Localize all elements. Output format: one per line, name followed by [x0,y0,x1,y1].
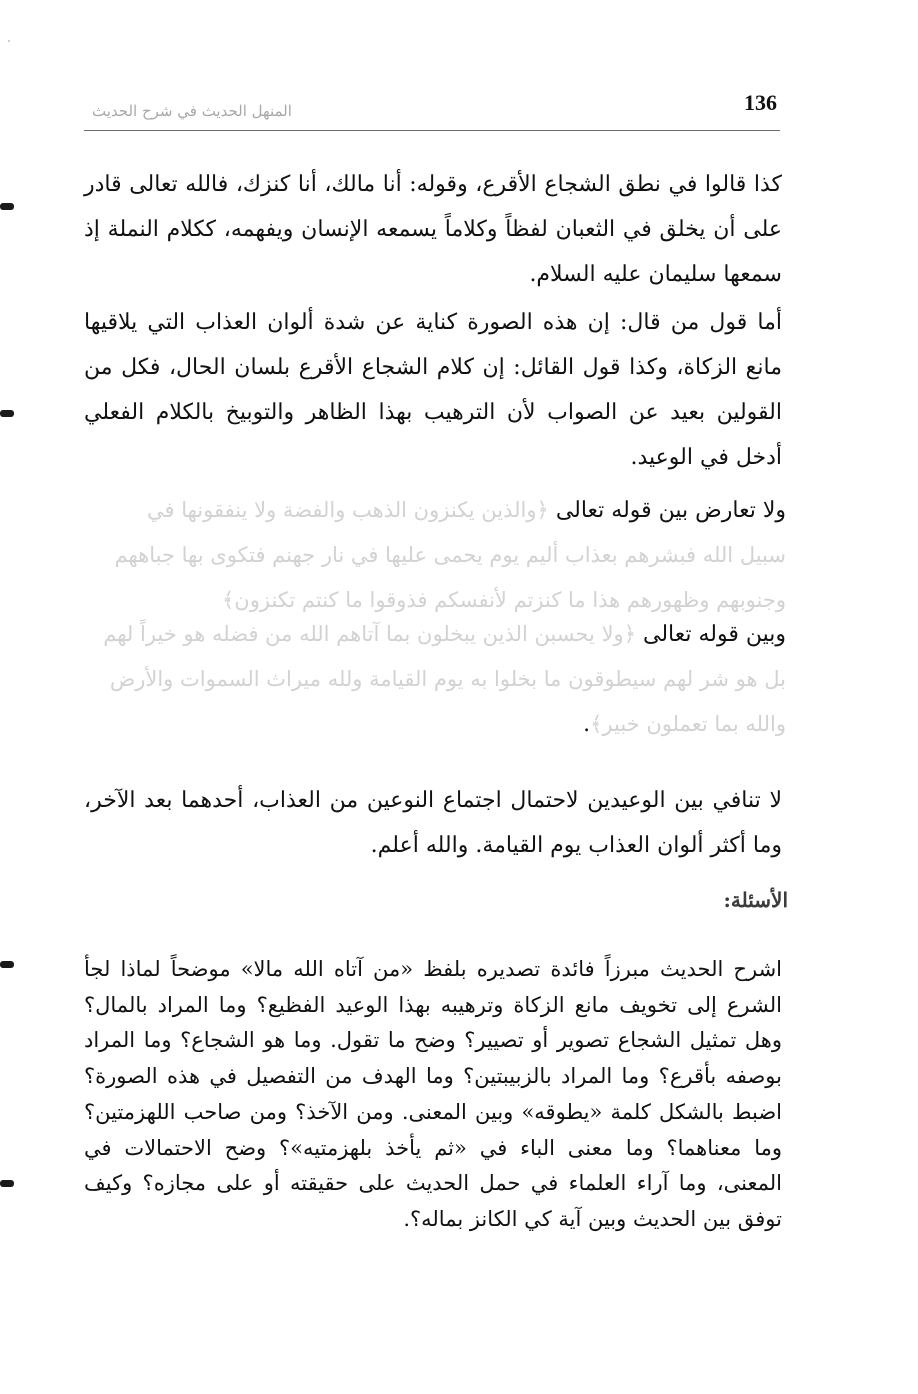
verse-intro-1: ولا تعارض بين قوله تعالى [555,498,786,523]
binding-mark [0,410,14,417]
verse-intro-2: وبين قوله تعالى [643,622,786,647]
quran-verse-1: ﴿والذين يكنزون الذهب والفضة ولا ينفقونها في سبيل الله فبشرهم بعذاب أليم يوم يحمى عليها في نار جهنم فتكوى بها جباههم وجنوبهم وظهورهم هذا ما كنزتم لأنفسكم فذوقوا ما كنتم تكنزون﴾ [114,498,786,612]
paragraph-2: أما قول من قال: إن هذه الصورة كناية عن شدة ألوان العذاب التي يلاقيها مانع الزكاة، وكذا قول القائل: إن كلام الشجاع الأقرع بلسان الحال، فكل من القولين بعيد عن الصواب لأن الترهيب بهذا الظاهر والتوبيخ بالكلام الفعلي أدخل في الوعيد. [84,310,782,470]
verse-block-2 [96,612,786,747]
verse-end-mark: . [583,712,591,737]
paragraph-3: لا تنافي بين الوعيدين لاحتمال اجتماع النوعين من العذاب، أحدهما بعد الآخر، وما أكثر ألوان العذاب يوم القيامة. والله أعلم. [84,788,782,858]
questions-text: اشرح الحديث مبرزاً فائدة تصديره بلفظ «من آتاه الله مالا» موضحاً لماذا لجأ الشرع إلى تخويف مانع الزكاة وترهيبه بهذا الوعيد الفظيع؟ وما المراد بالمال؟ وهل تمثيل الشجاع تصوير أو تصيير؟ وضح ما تقول. وما هو الشجاع؟ وما المراد بوصفه بأقرع؟ وما المراد بالزبيبتين؟ وما الهدف من التفصيل في هذه الصورة؟ اضبط بالشكل كلمة «يطوقه» وبين المعنى. ومن الآخذ؟ ومن صاحب اللهزمتين؟ وما معناهما؟ وما معنى الباء في «ثم يأخذ بلهزمتيه»؟ وضح الاحتمالات في المعنى، وما آراء العلماء في حمل الحديث على حقيقته أو على مجازه؟ وكيف توفق بين الحديث وبين آية كي الكانز بماله؟. [84,957,782,1231]
header-rule [84,130,780,131]
page-number: 136 [744,90,777,115]
running-title: المنهل الحديث في شرح الحديث [92,102,292,120]
binding-mark [0,1180,14,1187]
binding-mark [0,961,14,968]
questions-heading: الأسئلة: [723,888,788,912]
verse-block-1 [96,488,786,623]
quran-verse-2: ﴿ولا يحسبن الذين يبخلون بما آتاهم الله من فضله هو خيراً لهم بل هو شر لهم سيطوقون ما بخلوا به يوم القيامة ولله ميراث السموات والأرض والله بما تعملون خبير﴾ [103,622,786,736]
paragraph-1: كذا قالوا في نطق الشجاع الأقرع، وقوله: أنا مالك، أنا كنزك، فالله تعالى قادر على أن يخلق في الثعبان لفظاً وكلاماً يسمعه الإنسان ويفهمه، ككلام النملة إذ سمعها سليمان عليه السلام. [84,172,782,287]
binding-mark [0,203,14,210]
scan-speck [8,40,10,42]
